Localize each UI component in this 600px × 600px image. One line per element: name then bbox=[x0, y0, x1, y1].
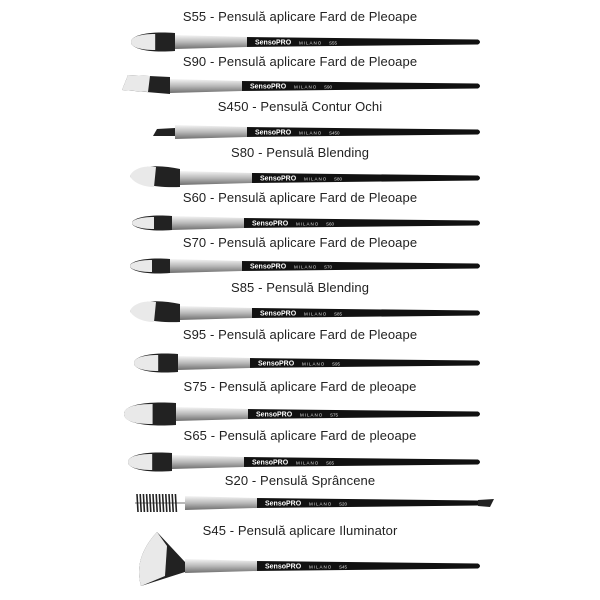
code-label: S45 bbox=[339, 564, 348, 570]
brush-caption: S65 - Pensulă aplicare Fard de pleoape bbox=[183, 428, 417, 443]
brand-label: SensoPRO bbox=[255, 39, 292, 47]
brand-label: SensoPRO bbox=[250, 83, 287, 91]
line-label: MILANO bbox=[300, 412, 324, 418]
brand-label: SensoPRO bbox=[260, 175, 297, 183]
brush-ferrule bbox=[185, 496, 257, 510]
line-label: MILANO bbox=[296, 460, 320, 466]
brush-caption: S60 - Pensulă aplicare Fard de Pleoape bbox=[182, 190, 418, 205]
line-label: MILANO bbox=[304, 311, 328, 317]
code-label: S450 bbox=[329, 130, 340, 136]
brand-label: SensoPRO bbox=[258, 360, 295, 368]
code-label: S20 bbox=[339, 501, 348, 507]
brand-label: SensoPRO bbox=[256, 411, 293, 419]
code-label: S95 bbox=[332, 361, 341, 367]
line-label: MILANO bbox=[309, 564, 333, 570]
code-label: S60 bbox=[326, 221, 335, 227]
brush-caption: S55 - Pensulă aplicare Fard de Pleoape bbox=[182, 9, 418, 24]
line-label: MILANO bbox=[304, 176, 328, 182]
brush-ferrule bbox=[170, 79, 242, 93]
brush-ferrule bbox=[175, 35, 247, 49]
code-label: S70 bbox=[324, 264, 333, 270]
brand-label: SensoPRO bbox=[260, 310, 297, 318]
brush-caption: S90 - Pensulă aplicare Fard de Pleoape bbox=[182, 54, 418, 69]
brush-caption: S80 - Pensulă Blending bbox=[230, 145, 370, 160]
brush-tip bbox=[131, 32, 175, 51]
brand-label: SensoPRO bbox=[265, 563, 302, 571]
code-label: S75 bbox=[330, 412, 339, 418]
brush-tip bbox=[139, 532, 185, 586]
brush-s20 bbox=[0, 483, 600, 523]
brush-caption: S85 - Pensulă Blending bbox=[230, 280, 370, 295]
brush-s95 bbox=[0, 343, 600, 383]
brush-caption: S450 - Pensulă Contur Ochi bbox=[217, 99, 383, 114]
code-label: S65 bbox=[326, 460, 335, 466]
brush-tip bbox=[122, 75, 170, 94]
brush-ferrule bbox=[180, 306, 252, 320]
brush-ferrule bbox=[175, 125, 247, 139]
brand-label: SensoPRO bbox=[255, 129, 292, 137]
brush-caption: S45 - Pensulă aplicare Iluminator bbox=[202, 523, 398, 538]
code-label: S80 bbox=[334, 176, 343, 182]
brush-tip bbox=[153, 128, 175, 136]
brush-tip bbox=[132, 215, 172, 230]
brand-label: SensoPRO bbox=[250, 263, 287, 271]
brush-s45 bbox=[0, 526, 600, 586]
line-label: MILANO bbox=[296, 221, 320, 227]
brush-caption: S20 - Pensulă Sprâncene bbox=[224, 473, 376, 488]
brush-ferrule bbox=[185, 559, 257, 573]
brush-tip bbox=[130, 166, 180, 187]
line-label: MILANO bbox=[302, 361, 326, 367]
brush-tip bbox=[134, 353, 178, 372]
brush-tip bbox=[130, 258, 170, 273]
brush-caption: S95 - Pensulă aplicare Fard de Pleoape bbox=[182, 327, 418, 342]
line-label: MILANO bbox=[309, 501, 333, 507]
code-label: S85 bbox=[334, 311, 343, 317]
brush-ferrule bbox=[176, 407, 248, 421]
brand-label: SensoPRO bbox=[252, 220, 289, 228]
brush-tip-secondary bbox=[478, 499, 494, 507]
brush-ferrule bbox=[170, 259, 242, 273]
brush-ferrule bbox=[172, 216, 244, 230]
code-label: S90 bbox=[324, 84, 333, 90]
code-label: S55 bbox=[329, 40, 338, 46]
brush-tip bbox=[124, 402, 176, 425]
brush-tip bbox=[135, 494, 185, 512]
line-label: MILANO bbox=[299, 40, 323, 46]
brush-caption: S75 - Pensulă aplicare Fard de pleoape bbox=[183, 379, 417, 394]
brush-ferrule bbox=[172, 455, 244, 469]
line-label: MILANO bbox=[294, 264, 318, 270]
brand-label: SensoPRO bbox=[252, 459, 289, 467]
brush-ferrule bbox=[178, 356, 250, 370]
line-label: MILANO bbox=[294, 84, 318, 90]
brush-ferrule bbox=[180, 171, 252, 185]
brush-caption: S70 - Pensulă aplicare Fard de Pleoape bbox=[182, 235, 418, 250]
brush-tip bbox=[130, 301, 180, 322]
line-label: MILANO bbox=[299, 130, 323, 136]
brand-label: SensoPRO bbox=[265, 500, 302, 508]
brush-tip bbox=[128, 452, 172, 471]
